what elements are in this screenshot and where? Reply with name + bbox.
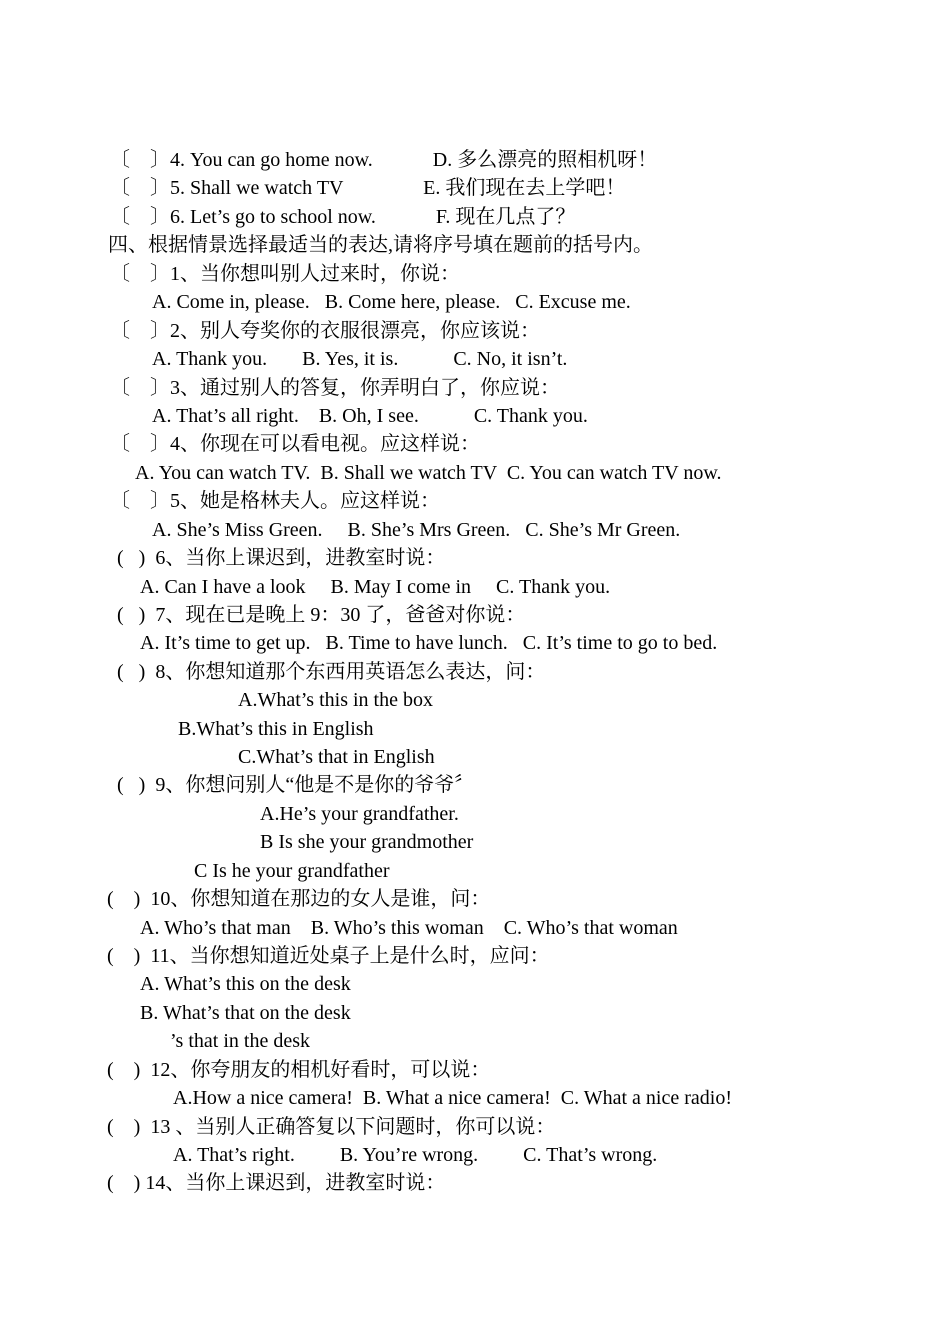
question-line: 〔 〕3、通过别人的答复，你弄明白了，你应说：	[110, 377, 560, 399]
question-line: 〔 〕6. Let’s go to school now. F. 现在几点了？	[110, 206, 576, 228]
question-line: 〔 〕5. Shall we watch TV E. 我们现在去上学吧！	[110, 177, 626, 199]
answer-option: C Is he your grandfather	[194, 860, 390, 882]
question-line: ( ) 12、你夸朋友的相机好看时，可以说：	[107, 1059, 491, 1081]
section-heading: 四、根据情景选择最适当的表达,请将序号填在题前的括号内。	[108, 234, 653, 256]
answer-option: ’s that in the desk	[170, 1030, 310, 1052]
answer-options: A. Who’s that man B. Who’s this woman C. Who’s that woman	[140, 917, 678, 939]
question-line: ( ) 11、当你想知道近处桌子上是什么时，应问：	[107, 945, 550, 967]
answer-option: A.What’s this in the box	[238, 689, 433, 711]
question-line: ( ) 8、你想知道那个东西用英语怎么表达，问：	[117, 661, 546, 683]
question-line: 〔 〕5、她是格林夫人。应这样说：	[110, 490, 440, 512]
question-line: ( ) 13 、当别人正确答复以下问题时，你可以说：	[107, 1116, 556, 1138]
question-line: ( ) 10、你想知道在那边的女人是谁，问：	[107, 888, 491, 910]
answer-options: A. She’s Miss Green. B. She’s Mrs Green. C. She’s Mr Green.	[152, 519, 681, 541]
answer-option: A.He’s your grandfather.	[260, 803, 459, 825]
question-line: ( ) 6、当你上课迟到，进教室时说：	[117, 547, 446, 569]
answer-options: A.How a nice camera! B. What a nice camera! C. What a nice radio!	[173, 1087, 732, 1109]
answer-option: C.What’s that in English	[238, 746, 435, 768]
question-line: 〔 〕4、你现在可以看电视。应这样说：	[110, 433, 480, 455]
question-line: ( ) 9、你想问别人“他是不是你的爷爷〞	[117, 774, 475, 796]
question-line: ( ) 14、当你上课迟到，进教室时说：	[107, 1172, 446, 1194]
question-line: ( ) 7、现在已是晚上 9：30 了，爸爸对你说：	[117, 604, 526, 626]
answer-option: A. What’s this on the desk	[140, 973, 351, 995]
answer-options: A. That’s all right. B. Oh, I see. C. Thank you.	[152, 405, 588, 427]
question-line: 〔 〕4. You can go home now. D. 多么漂亮的照相机呀！	[110, 149, 658, 171]
answer-options: A. It’s time to get up. B. Time to have lunch. C. It’s time to go to bed.	[140, 632, 718, 654]
question-line: 〔 〕2、别人夸奖你的衣服很漂亮，你应该说：	[110, 320, 540, 342]
answer-options: A. You can watch TV. B. Shall we watch TV C. You can watch TV now.	[135, 462, 722, 484]
question-line: 〔 〕1、当你想叫别人过来时，你说：	[110, 263, 460, 285]
answer-option: B.What’s this in English	[178, 718, 374, 740]
answer-options: A. Thank you. B. Yes, it is. C. No, it isn’t.	[152, 348, 568, 370]
answer-options: A. That’s right. B. You’re wrong. C. That’s wrong.	[173, 1144, 658, 1166]
answer-options: A. Can I have a look B. May I come in C. Thank you.	[140, 576, 611, 598]
answer-option: B Is she your grandmother	[260, 831, 474, 853]
answer-options: A. Come in, please. B. Come here, please. C. Excuse me.	[152, 291, 631, 313]
answer-option: B. What’s that on the desk	[140, 1002, 351, 1024]
